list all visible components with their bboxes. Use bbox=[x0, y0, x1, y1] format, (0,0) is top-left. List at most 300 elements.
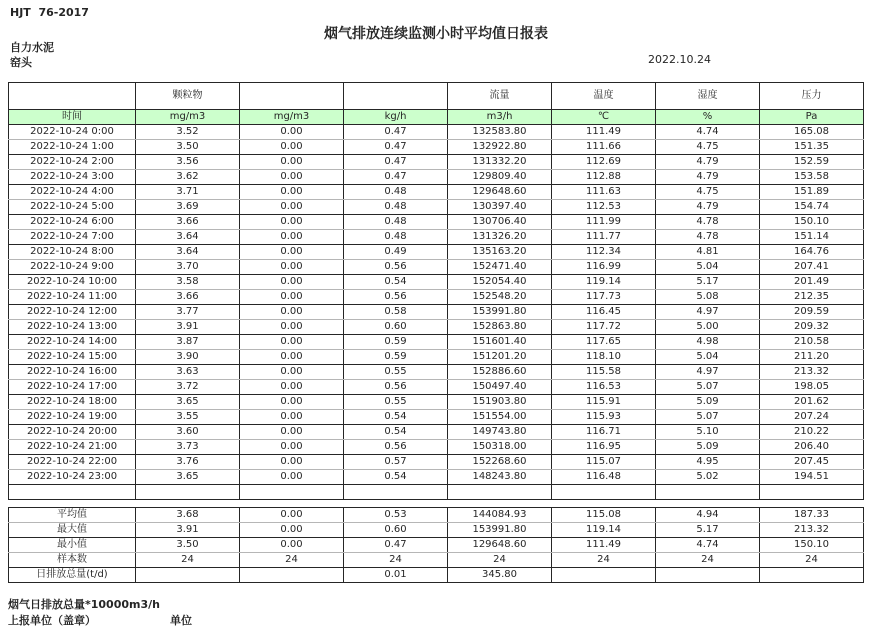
value-cell: 152886.60 bbox=[448, 365, 552, 380]
value-cell: 0.54 bbox=[344, 470, 448, 485]
value-cell bbox=[760, 485, 864, 500]
value-cell: 3.66 bbox=[136, 290, 240, 305]
row-label-cell: 2022-10-24 12:00 bbox=[9, 305, 136, 320]
time-header-top-cell bbox=[9, 83, 136, 97]
value-cell: 149743.80 bbox=[448, 425, 552, 440]
value-cell: 0.47 bbox=[344, 538, 448, 553]
value-cell: 3.77 bbox=[136, 305, 240, 320]
row-label-cell: 2022-10-24 3:00 bbox=[9, 170, 136, 185]
value-cell: 0.00 bbox=[240, 455, 344, 470]
row-label-cell: 2022-10-24 11:00 bbox=[9, 290, 136, 305]
value-cell: 5.17 bbox=[656, 523, 760, 538]
value-cell: 116.95 bbox=[552, 440, 656, 455]
row-label-cell: 2022-10-24 16:00 bbox=[9, 365, 136, 380]
value-cell: 24 bbox=[656, 553, 760, 568]
value-cell: 115.93 bbox=[552, 410, 656, 425]
report-title: 烟气排放连续监测小时平均值日报表 bbox=[324, 26, 548, 42]
value-cell: 0.00 bbox=[240, 380, 344, 395]
row-label-cell: 2022-10-24 19:00 bbox=[9, 410, 136, 425]
value-cell: 0.54 bbox=[344, 410, 448, 425]
value-cell: 112.88 bbox=[552, 170, 656, 185]
value-cell: 5.07 bbox=[656, 410, 760, 425]
value-cell: 0.47 bbox=[344, 170, 448, 185]
value-cell: 154.74 bbox=[760, 200, 864, 215]
value-cell: 0.53 bbox=[344, 508, 448, 523]
value-cell bbox=[240, 485, 344, 500]
row-label-cell: 2022-10-24 10:00 bbox=[9, 275, 136, 290]
value-cell: 3.50 bbox=[136, 140, 240, 155]
value-cell: 148243.80 bbox=[448, 470, 552, 485]
row-label-cell: 2022-10-24 5:00 bbox=[9, 200, 136, 215]
value-cell: 5.10 bbox=[656, 425, 760, 440]
value-cell: 3.60 bbox=[136, 425, 240, 440]
row-label-cell: 2022-10-24 6:00 bbox=[9, 215, 136, 230]
value-cell: 3.65 bbox=[136, 470, 240, 485]
table-row bbox=[9, 200, 864, 215]
value-cell: 5.02 bbox=[656, 470, 760, 485]
value-cell: 0.00 bbox=[240, 440, 344, 455]
standard-code: HJT 76-2017 bbox=[10, 6, 89, 19]
row-label-cell: 2022-10-24 20:00 bbox=[9, 425, 136, 440]
table-row bbox=[9, 425, 864, 440]
row-label-cell: 2022-10-24 15:00 bbox=[9, 350, 136, 365]
value-cell: 116.53 bbox=[552, 380, 656, 395]
value-cell: 206.40 bbox=[760, 440, 864, 455]
value-cell: 3.58 bbox=[136, 275, 240, 290]
value-cell: 153991.80 bbox=[448, 305, 552, 320]
value-cell: 4.78 bbox=[656, 215, 760, 230]
value-cell: 0.55 bbox=[344, 395, 448, 410]
value-cell: 209.59 bbox=[760, 305, 864, 320]
value-cell: 0.00 bbox=[240, 350, 344, 365]
unit-pa: Pa bbox=[760, 110, 864, 125]
value-cell: 5.17 bbox=[656, 275, 760, 290]
value-cell: 209.32 bbox=[760, 320, 864, 335]
row-label-cell: 2022-10-24 0:00 bbox=[9, 125, 136, 140]
table-row bbox=[9, 290, 864, 305]
value-cell: 4.94 bbox=[656, 508, 760, 523]
value-cell: 3.52 bbox=[136, 125, 240, 140]
row-label-cell: 2022-10-24 13:00 bbox=[9, 320, 136, 335]
value-cell: 213.32 bbox=[760, 523, 864, 538]
value-cell bbox=[136, 568, 240, 583]
value-cell: 4.97 bbox=[656, 365, 760, 380]
value-cell: 0.00 bbox=[240, 508, 344, 523]
row-label-cell: 2022-10-24 1:00 bbox=[9, 140, 136, 155]
value-cell: 3.76 bbox=[136, 455, 240, 470]
empty-row bbox=[9, 485, 864, 500]
row-label-cell: 2022-10-24 7:00 bbox=[9, 230, 136, 245]
value-cell: 117.72 bbox=[552, 320, 656, 335]
value-cell: 210.58 bbox=[760, 335, 864, 350]
value-cell: 151903.80 bbox=[448, 395, 552, 410]
table-row bbox=[9, 395, 864, 410]
unit-m3h: m3/h bbox=[448, 110, 552, 125]
unit-kgh: kg/h bbox=[344, 110, 448, 125]
value-cell: 4.74 bbox=[656, 125, 760, 140]
value-cell bbox=[552, 485, 656, 500]
value-cell: 5.00 bbox=[656, 320, 760, 335]
row-label-cell bbox=[9, 485, 136, 500]
summary-row bbox=[9, 568, 864, 583]
value-cell: 4.78 bbox=[656, 230, 760, 245]
value-cell: 0.00 bbox=[240, 275, 344, 290]
value-cell: 212.35 bbox=[760, 290, 864, 305]
value-cell: 152863.80 bbox=[448, 320, 552, 335]
value-cell bbox=[344, 485, 448, 500]
table-row bbox=[9, 455, 864, 470]
value-cell: 0.00 bbox=[240, 290, 344, 305]
value-cell: 111.66 bbox=[552, 140, 656, 155]
table-row bbox=[9, 440, 864, 455]
value-cell: 0.60 bbox=[344, 320, 448, 335]
value-cell: 0.00 bbox=[240, 365, 344, 380]
value-cell: 0.00 bbox=[240, 305, 344, 320]
table-row bbox=[9, 335, 864, 350]
value-cell: 0.56 bbox=[344, 260, 448, 275]
value-cell: 115.08 bbox=[552, 508, 656, 523]
value-cell: 0.48 bbox=[344, 230, 448, 245]
value-cell: 150318.00 bbox=[448, 440, 552, 455]
value-cell: 151.14 bbox=[760, 230, 864, 245]
value-cell: 118.10 bbox=[552, 350, 656, 365]
value-cell: 0.47 bbox=[344, 155, 448, 170]
value-cell: 4.75 bbox=[656, 140, 760, 155]
col-header-blank-2 bbox=[344, 83, 448, 110]
value-cell bbox=[656, 568, 760, 583]
row-label-cell: 样本数 bbox=[9, 553, 136, 568]
value-cell: 345.80 bbox=[448, 568, 552, 583]
value-cell: 132583.80 bbox=[448, 125, 552, 140]
value-cell: 3.73 bbox=[136, 440, 240, 455]
value-cell: 144084.93 bbox=[448, 508, 552, 523]
value-cell: 3.62 bbox=[136, 170, 240, 185]
value-cell: 111.49 bbox=[552, 125, 656, 140]
value-cell: 152.59 bbox=[760, 155, 864, 170]
value-cell: 24 bbox=[136, 553, 240, 568]
value-cell: 0.00 bbox=[240, 185, 344, 200]
unit-time: 时间 bbox=[9, 110, 136, 125]
value-cell bbox=[760, 568, 864, 583]
report-date: 2022.10.24 bbox=[648, 53, 711, 66]
value-cell: 0.00 bbox=[240, 245, 344, 260]
col-header-pressure: 压力 bbox=[760, 83, 864, 110]
value-cell bbox=[448, 485, 552, 500]
table-row bbox=[9, 230, 864, 245]
value-cell bbox=[552, 568, 656, 583]
value-cell: 0.00 bbox=[240, 215, 344, 230]
summary-table bbox=[8, 507, 864, 583]
value-cell bbox=[136, 485, 240, 500]
value-cell: 115.07 bbox=[552, 455, 656, 470]
value-cell: 112.34 bbox=[552, 245, 656, 260]
value-cell: 151601.40 bbox=[448, 335, 552, 350]
value-cell: 0.00 bbox=[240, 538, 344, 553]
value-cell: 0.00 bbox=[240, 230, 344, 245]
value-cell: 3.91 bbox=[136, 320, 240, 335]
value-cell: 135163.20 bbox=[448, 245, 552, 260]
row-label-cell: 最小值 bbox=[9, 538, 136, 553]
value-cell: 0.00 bbox=[240, 155, 344, 170]
value-cell: 0.54 bbox=[344, 425, 448, 440]
time-header-bottom-cell bbox=[9, 96, 136, 110]
value-cell: 117.65 bbox=[552, 335, 656, 350]
flow-total-note: 烟气日排放总量*10000m3/h bbox=[8, 598, 160, 611]
company-name: 自力水泥 bbox=[10, 41, 54, 54]
value-cell: 5.09 bbox=[656, 440, 760, 455]
group-header-row bbox=[9, 83, 864, 97]
summary-row bbox=[9, 523, 864, 538]
value-cell: 198.05 bbox=[760, 380, 864, 395]
reporting-unit-label: 上报单位（盖章） bbox=[8, 614, 96, 627]
report-tables bbox=[8, 82, 864, 583]
value-cell: 153.58 bbox=[760, 170, 864, 185]
table-row bbox=[9, 170, 864, 185]
value-cell: 129809.40 bbox=[448, 170, 552, 185]
value-cell: 0.00 bbox=[240, 523, 344, 538]
unit-mgm3-concentration: mg/m3 bbox=[136, 110, 240, 125]
value-cell: 0.00 bbox=[240, 200, 344, 215]
unit-mgm3: mg/m3 bbox=[240, 110, 344, 125]
value-cell: 0.00 bbox=[240, 425, 344, 440]
value-cell: 187.33 bbox=[760, 508, 864, 523]
table-row bbox=[9, 125, 864, 140]
value-cell: 165.08 bbox=[760, 125, 864, 140]
table-row bbox=[9, 215, 864, 230]
value-cell: 24 bbox=[448, 553, 552, 568]
row-label-cell: 2022-10-24 22:00 bbox=[9, 455, 136, 470]
value-cell: 111.63 bbox=[552, 185, 656, 200]
table-row bbox=[9, 305, 864, 320]
value-cell: 3.90 bbox=[136, 350, 240, 365]
value-cell: 4.79 bbox=[656, 200, 760, 215]
value-cell: 0.00 bbox=[240, 320, 344, 335]
value-cell: 201.49 bbox=[760, 275, 864, 290]
unit-label: 单位 bbox=[170, 614, 192, 627]
value-cell bbox=[656, 485, 760, 500]
value-cell: 4.98 bbox=[656, 335, 760, 350]
table-row bbox=[9, 410, 864, 425]
value-cell: 5.04 bbox=[656, 260, 760, 275]
row-label-cell: 2022-10-24 17:00 bbox=[9, 380, 136, 395]
row-label-cell: 平均值 bbox=[9, 508, 136, 523]
value-cell: 152471.40 bbox=[448, 260, 552, 275]
value-cell: 201.62 bbox=[760, 395, 864, 410]
row-label-cell: 2022-10-24 2:00 bbox=[9, 155, 136, 170]
value-cell: 24 bbox=[760, 553, 864, 568]
value-cell: 151.89 bbox=[760, 185, 864, 200]
row-label-cell: 2022-10-24 4:00 bbox=[9, 185, 136, 200]
col-header-blank-1 bbox=[240, 83, 344, 110]
value-cell: 151.35 bbox=[760, 140, 864, 155]
unit-celsius: ℃ bbox=[552, 110, 656, 125]
value-cell: 24 bbox=[552, 553, 656, 568]
value-cell: 3.64 bbox=[136, 230, 240, 245]
value-cell: 0.56 bbox=[344, 440, 448, 455]
hourly-data-table bbox=[8, 82, 864, 500]
value-cell: 194.51 bbox=[760, 470, 864, 485]
value-cell: 3.64 bbox=[136, 245, 240, 260]
value-cell: 129648.60 bbox=[448, 538, 552, 553]
value-cell: 111.99 bbox=[552, 215, 656, 230]
value-cell: 0.56 bbox=[344, 290, 448, 305]
row-label-cell: 最大值 bbox=[9, 523, 136, 538]
value-cell: 0.00 bbox=[240, 125, 344, 140]
value-cell: 112.53 bbox=[552, 200, 656, 215]
value-cell: 0.48 bbox=[344, 215, 448, 230]
value-cell: 213.32 bbox=[760, 365, 864, 380]
col-header-particulate: 颗粒物 bbox=[136, 83, 240, 110]
value-cell: 130706.40 bbox=[448, 215, 552, 230]
value-cell: 0.00 bbox=[240, 140, 344, 155]
table-row bbox=[9, 365, 864, 380]
value-cell: 150497.40 bbox=[448, 380, 552, 395]
value-cell: 0.00 bbox=[240, 470, 344, 485]
value-cell: 151201.20 bbox=[448, 350, 552, 365]
value-cell: 3.87 bbox=[136, 335, 240, 350]
value-cell: 0.59 bbox=[344, 335, 448, 350]
value-cell: 152548.20 bbox=[448, 290, 552, 305]
value-cell: 130397.40 bbox=[448, 200, 552, 215]
value-cell: 0.00 bbox=[240, 260, 344, 275]
value-cell: 5.07 bbox=[656, 380, 760, 395]
value-cell: 0.00 bbox=[240, 410, 344, 425]
value-cell: 0.00 bbox=[240, 170, 344, 185]
value-cell: 150.10 bbox=[760, 215, 864, 230]
row-label-cell: 2022-10-24 23:00 bbox=[9, 470, 136, 485]
value-cell: 207.41 bbox=[760, 260, 864, 275]
value-cell: 116.45 bbox=[552, 305, 656, 320]
value-cell: 4.79 bbox=[656, 155, 760, 170]
value-cell: 119.14 bbox=[552, 275, 656, 290]
value-cell: 24 bbox=[344, 553, 448, 568]
value-cell: 115.58 bbox=[552, 365, 656, 380]
value-cell: 0.48 bbox=[344, 200, 448, 215]
value-cell: 116.99 bbox=[552, 260, 656, 275]
value-cell: 0.48 bbox=[344, 185, 448, 200]
value-cell: 3.65 bbox=[136, 395, 240, 410]
table-row bbox=[9, 320, 864, 335]
value-cell: 0.55 bbox=[344, 365, 448, 380]
value-cell: 152268.60 bbox=[448, 455, 552, 470]
value-cell: 0.59 bbox=[344, 350, 448, 365]
value-cell: 24 bbox=[240, 553, 344, 568]
value-cell: 4.95 bbox=[656, 455, 760, 470]
value-cell: 131332.20 bbox=[448, 155, 552, 170]
value-cell: 4.75 bbox=[656, 185, 760, 200]
value-cell: 207.45 bbox=[760, 455, 864, 470]
value-cell: 3.55 bbox=[136, 410, 240, 425]
value-cell: 3.56 bbox=[136, 155, 240, 170]
table-row bbox=[9, 140, 864, 155]
unit-row bbox=[9, 110, 864, 125]
col-header-humidity: 湿度 bbox=[656, 83, 760, 110]
value-cell: 0.49 bbox=[344, 245, 448, 260]
table-row bbox=[9, 260, 864, 275]
value-cell: 150.10 bbox=[760, 538, 864, 553]
table-row bbox=[9, 470, 864, 485]
value-cell: 4.74 bbox=[656, 538, 760, 553]
table-row bbox=[9, 245, 864, 260]
value-cell: 116.71 bbox=[552, 425, 656, 440]
value-cell: 129648.60 bbox=[448, 185, 552, 200]
value-cell: 117.73 bbox=[552, 290, 656, 305]
value-cell: 0.47 bbox=[344, 140, 448, 155]
value-cell: 0.57 bbox=[344, 455, 448, 470]
summary-row bbox=[9, 553, 864, 568]
value-cell: 3.71 bbox=[136, 185, 240, 200]
table-row bbox=[9, 185, 864, 200]
value-cell: 0.01 bbox=[344, 568, 448, 583]
value-cell: 111.77 bbox=[552, 230, 656, 245]
col-header-temperature: 温度 bbox=[552, 83, 656, 110]
value-cell: 0.00 bbox=[240, 395, 344, 410]
row-label-cell: 2022-10-24 18:00 bbox=[9, 395, 136, 410]
value-cell: 0.54 bbox=[344, 275, 448, 290]
value-cell: 112.69 bbox=[552, 155, 656, 170]
value-cell: 211.20 bbox=[760, 350, 864, 365]
value-cell: 4.81 bbox=[656, 245, 760, 260]
value-cell: 0.58 bbox=[344, 305, 448, 320]
value-cell: 3.50 bbox=[136, 538, 240, 553]
value-cell: 152054.40 bbox=[448, 275, 552, 290]
value-cell: 0.00 bbox=[240, 335, 344, 350]
value-cell: 0.56 bbox=[344, 380, 448, 395]
value-cell: 116.48 bbox=[552, 470, 656, 485]
table-row bbox=[9, 155, 864, 170]
value-cell: 3.63 bbox=[136, 365, 240, 380]
summary-row bbox=[9, 508, 864, 523]
value-cell: 131326.20 bbox=[448, 230, 552, 245]
value-cell: 5.08 bbox=[656, 290, 760, 305]
value-cell: 210.22 bbox=[760, 425, 864, 440]
value-cell: 151554.00 bbox=[448, 410, 552, 425]
value-cell: 164.76 bbox=[760, 245, 864, 260]
value-cell: 3.91 bbox=[136, 523, 240, 538]
col-header-flow: 流量 bbox=[448, 83, 552, 110]
value-cell: 132922.80 bbox=[448, 140, 552, 155]
value-cell: 3.66 bbox=[136, 215, 240, 230]
value-cell: 3.72 bbox=[136, 380, 240, 395]
table-row bbox=[9, 350, 864, 365]
value-cell: 153991.80 bbox=[448, 523, 552, 538]
value-cell: 207.24 bbox=[760, 410, 864, 425]
row-label-cell: 2022-10-24 21:00 bbox=[9, 440, 136, 455]
station-name: 窑头 bbox=[10, 56, 32, 69]
unit-percent: % bbox=[656, 110, 760, 125]
value-cell: 119.14 bbox=[552, 523, 656, 538]
value-cell: 115.91 bbox=[552, 395, 656, 410]
table-row bbox=[9, 380, 864, 395]
value-cell bbox=[240, 568, 344, 583]
value-cell: 4.97 bbox=[656, 305, 760, 320]
row-label-cell: 日排放总量(t/d) bbox=[9, 568, 136, 583]
value-cell: 5.09 bbox=[656, 395, 760, 410]
row-label-cell: 2022-10-24 8:00 bbox=[9, 245, 136, 260]
summary-row bbox=[9, 538, 864, 553]
value-cell: 5.04 bbox=[656, 350, 760, 365]
value-cell: 0.60 bbox=[344, 523, 448, 538]
value-cell: 111.49 bbox=[552, 538, 656, 553]
value-cell: 3.70 bbox=[136, 260, 240, 275]
value-cell: 0.47 bbox=[344, 125, 448, 140]
row-label-cell: 2022-10-24 9:00 bbox=[9, 260, 136, 275]
row-label-cell: 2022-10-24 14:00 bbox=[9, 335, 136, 350]
value-cell: 4.79 bbox=[656, 170, 760, 185]
value-cell: 3.68 bbox=[136, 508, 240, 523]
table-row bbox=[9, 275, 864, 290]
value-cell: 3.69 bbox=[136, 200, 240, 215]
